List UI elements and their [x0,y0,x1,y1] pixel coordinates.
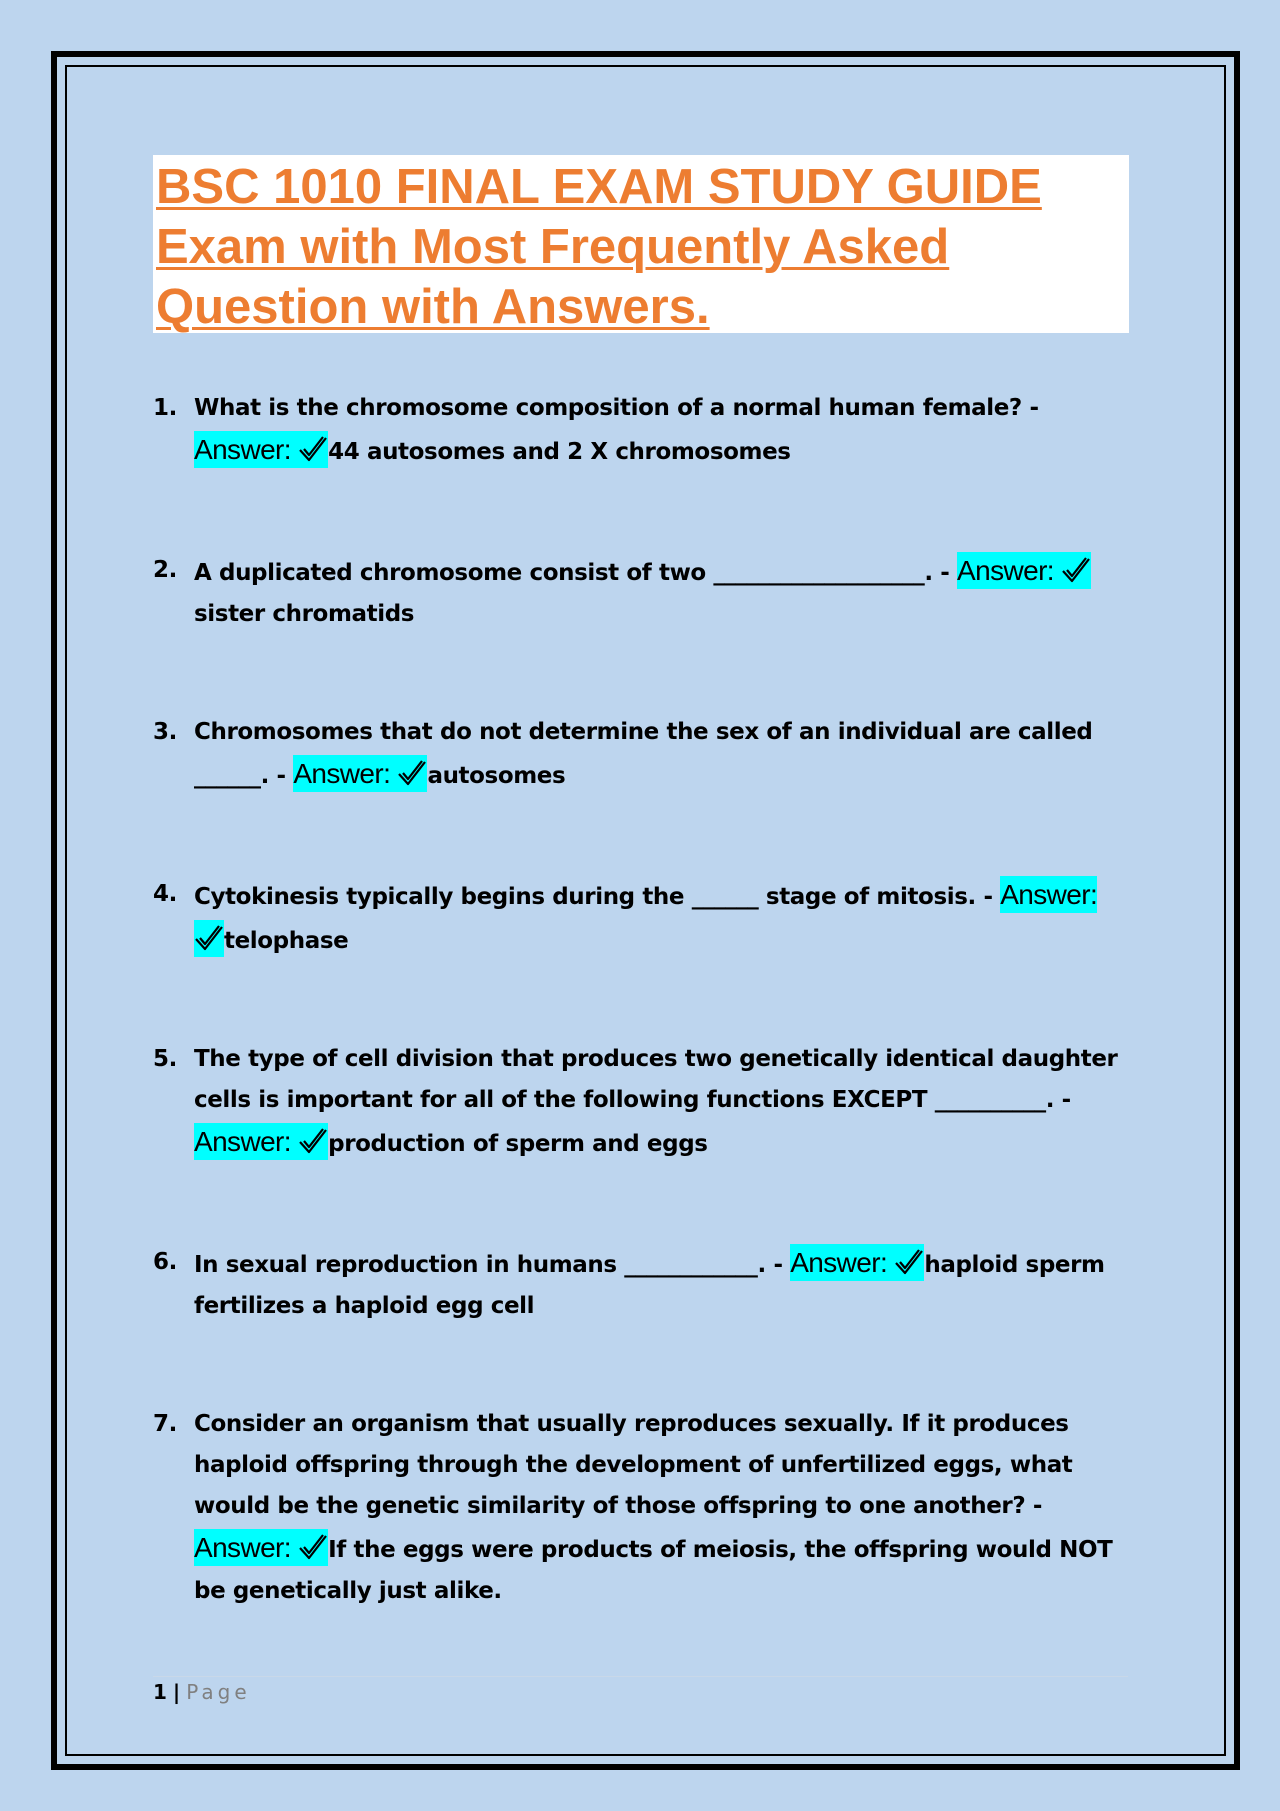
question-text: Cytokinesis typically begins during the ______ stage of mitosis. - [194,884,993,910]
question-text: A duplicated chromosome consist of two ___________________. - [194,560,950,586]
answer-text: 44 autosomes and 2 X chromosomes [328,439,791,465]
answer-text: production of sperm and eggs [328,1131,708,1157]
page-separator: | [172,1680,181,1704]
answer-highlight [957,552,1091,589]
check-icon [298,1127,328,1155]
question-text: Consider an organism that usually reproduces sexually. If it produces haploid offspring through the development of unfertilized eggs, what would be the genetic similarity of those offspring to one another? - [194,1411,1073,1519]
question-number: 2. [153,557,177,583]
answer-text: haploid sperm fertilizes a haploid egg cell [194,1252,1105,1319]
title-line-2: Exam with Most Frequently Asked [156,220,950,274]
check-icon [1061,556,1091,584]
check-icon [298,435,328,463]
question-number: 5. [153,1046,177,1072]
question-text: The type of cell division that produces two genetically identical daughter cells is important for all of the following functions EXCEPT __________. - [194,1046,1118,1113]
check-icon [298,1533,328,1561]
question-number: 7. [153,1411,177,1437]
question-number: 1. [153,395,177,421]
question-list [153,388,1119,1612]
page-footer [153,1676,1128,1707]
question-item [153,874,1119,962]
answer-label: Answer: [194,434,291,465]
answer-label: Answer: [194,1532,291,1563]
answer-text: telophase [224,928,349,954]
answer-highlight [293,755,427,792]
answer-text: If the eggs were products of meiosis, the offspring would NOT be genetically just alike. [194,1537,1113,1604]
title-line-1: BSC 1010 FINAL EXAM STUDY GUIDE [156,160,1042,214]
question-text: In sexual reproduction in humans ____________. - [194,1252,783,1278]
answer-label: Answer: [293,758,391,789]
answer-label: Answer: [194,1126,291,1157]
answer-highlight [790,1244,924,1281]
question-item [153,388,1119,473]
question-item [153,550,1119,635]
question-item [153,1242,1119,1327]
question-text: What is the chromosome composition of a normal human female? - [194,395,1039,421]
answer-label: Answer: [957,555,1054,586]
answer-label: Answer: [790,1247,888,1278]
title-line-3: Question with Answers. [156,280,710,334]
answer-highlight [194,1123,328,1160]
page-label: Page [186,1680,251,1704]
check-icon [194,924,224,952]
check-icon [397,759,427,787]
question-item [153,1039,1119,1165]
question-number: 3. [153,719,177,745]
answer-label: Answer: [1000,879,1098,910]
answer-highlight [194,1529,328,1566]
question-item [153,1404,1119,1612]
answer-highlight [194,431,328,468]
check-icon [894,1248,924,1276]
document-title [153,155,1129,333]
question-item [153,712,1119,797]
answer-text: autosomes [427,763,566,789]
question-number: 6. [153,1249,177,1275]
question-number: 4. [153,881,177,907]
answer-text: sister chromatids [194,601,415,627]
page-number: 1 [153,1680,167,1704]
question-text: Chromosomes that do not determine the sex of an individual are called ______. - [194,719,1093,789]
